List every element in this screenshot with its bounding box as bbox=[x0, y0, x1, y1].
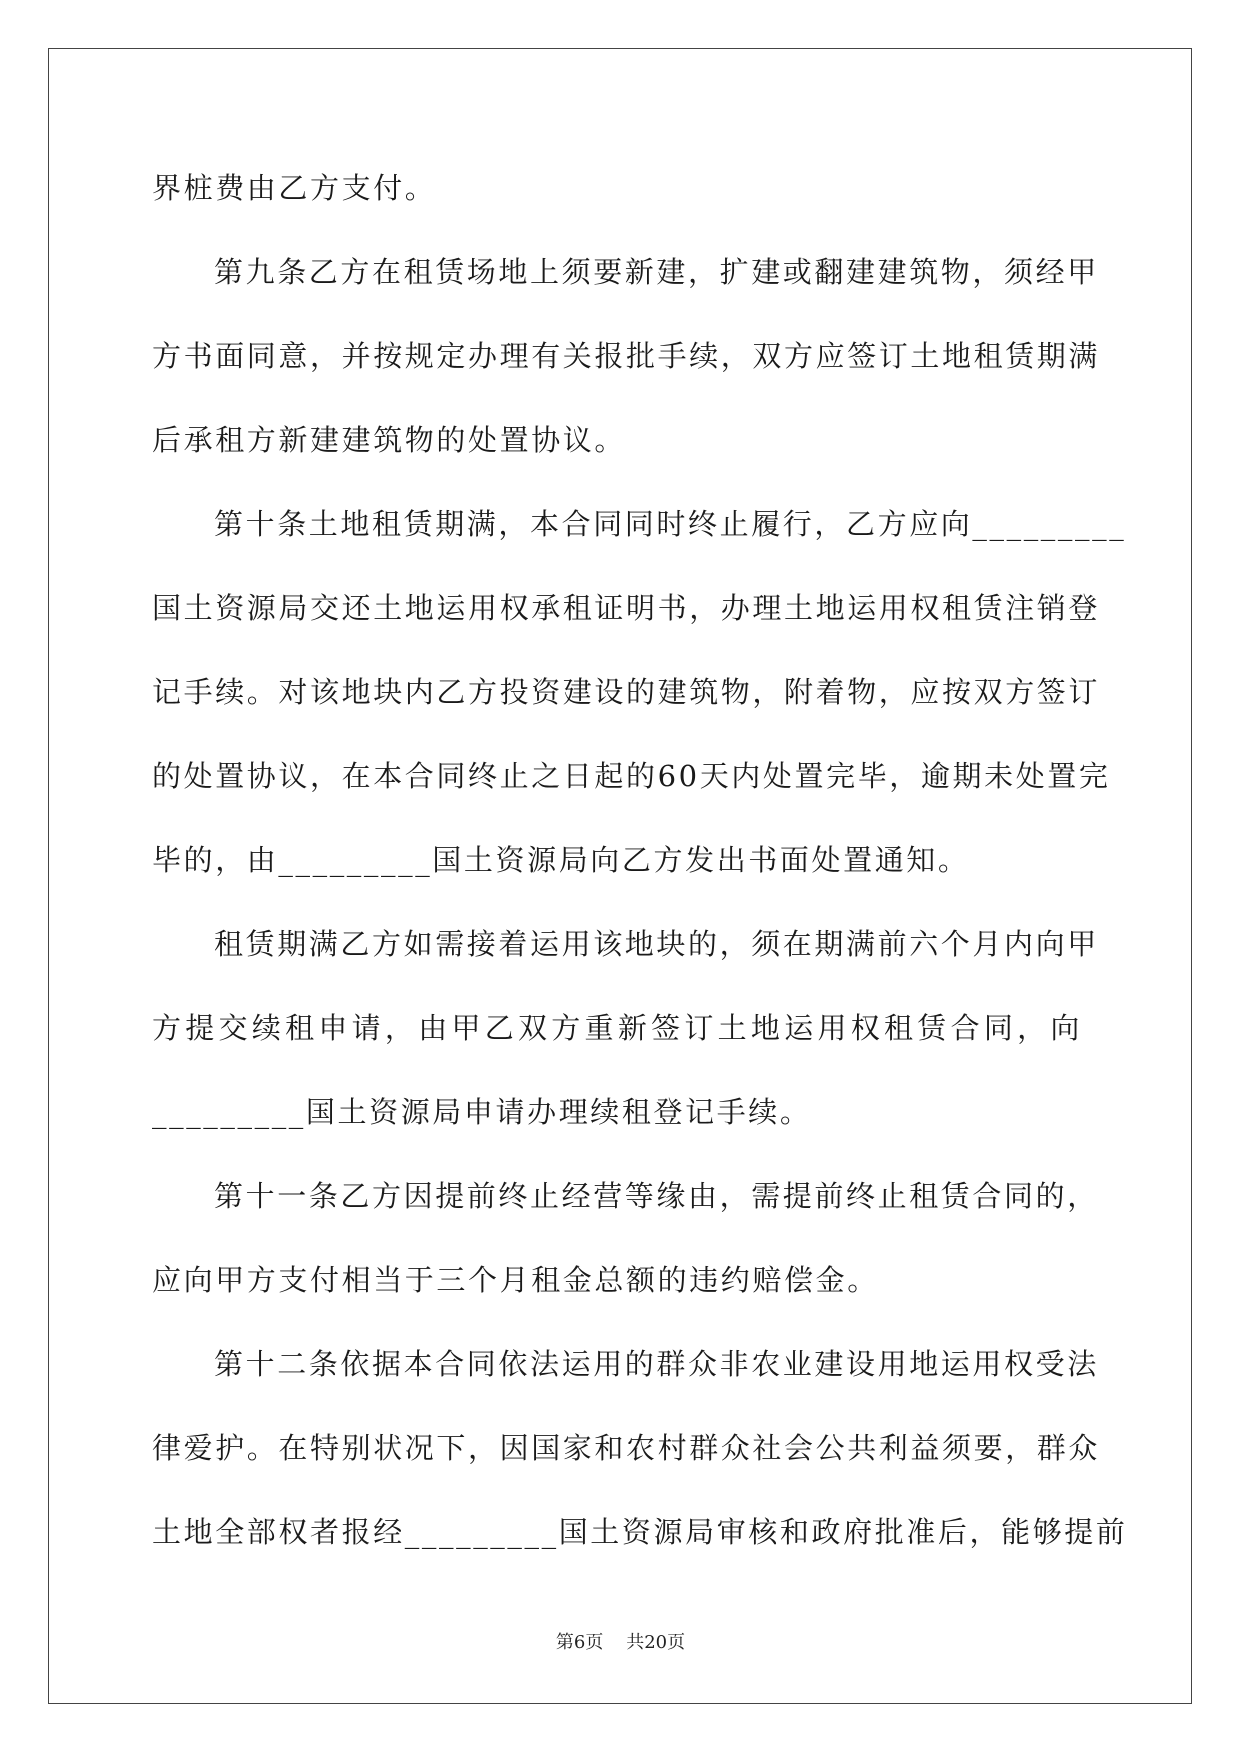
text-line: 土地全部权者报经_________国土资源局审核和政府批准后，能够提前 bbox=[152, 1515, 1128, 1549]
text-line: 第十二条依据本合同依法运用的群众非农业建设用地运用权受法 bbox=[214, 1347, 1099, 1381]
text-line: 方书面同意，并按规定办理有关报批手续，双方应签订土地租赁期满 bbox=[152, 339, 1101, 373]
text-line: 律爱护。在特别状况下，因国家和农村群众社会公共利益须要，群众 bbox=[152, 1431, 1101, 1465]
text-line: 租赁期满乙方如需接着运用该地块的，须在期满前六个月内向甲 bbox=[214, 927, 1099, 961]
text-line: 记手续。对该地块内乙方投资建设的建筑物，附着物，应按双方签订 bbox=[152, 675, 1101, 709]
text-line: 方提交续租申请，由甲乙双方重新签订土地运用权租赁合同，向 bbox=[152, 1011, 1082, 1045]
text-line: 界桩费由乙方支付。 bbox=[152, 171, 437, 205]
text-line: _________国土资源局申请办理续租登记手续。 bbox=[152, 1095, 812, 1129]
document-body bbox=[152, 160, 1128, 1588]
text-line: 的处置协议，在本合同终止之日起的60天内处置完毕，逾期未处置完 bbox=[152, 759, 1111, 793]
page-number-footer: 第6页 共20页 bbox=[555, 1632, 686, 1653]
text-line: 国土资源局交还土地运用权承租证明书，办理土地运用权租赁注销登 bbox=[152, 591, 1101, 625]
text-line: 后承租方新建建筑物的处置协议。 bbox=[152, 423, 627, 457]
text-line: 第十一条乙方因提前终止经营等缘由，需提前终止租赁合同的， bbox=[214, 1179, 1099, 1213]
text-line: 第九条乙方在租赁场地上须要新建，扩建或翻建建筑物，须经甲 bbox=[214, 255, 1099, 289]
text-line: 第十条土地租赁期满，本合同同时终止履行，乙方应向_________ bbox=[214, 507, 1127, 541]
text-line: 毕的，由_________国土资源局向乙方发出书面处置通知。 bbox=[152, 843, 970, 877]
text-line: 应向甲方支付相当于三个月租金总额的违约赔偿金。 bbox=[152, 1263, 879, 1297]
